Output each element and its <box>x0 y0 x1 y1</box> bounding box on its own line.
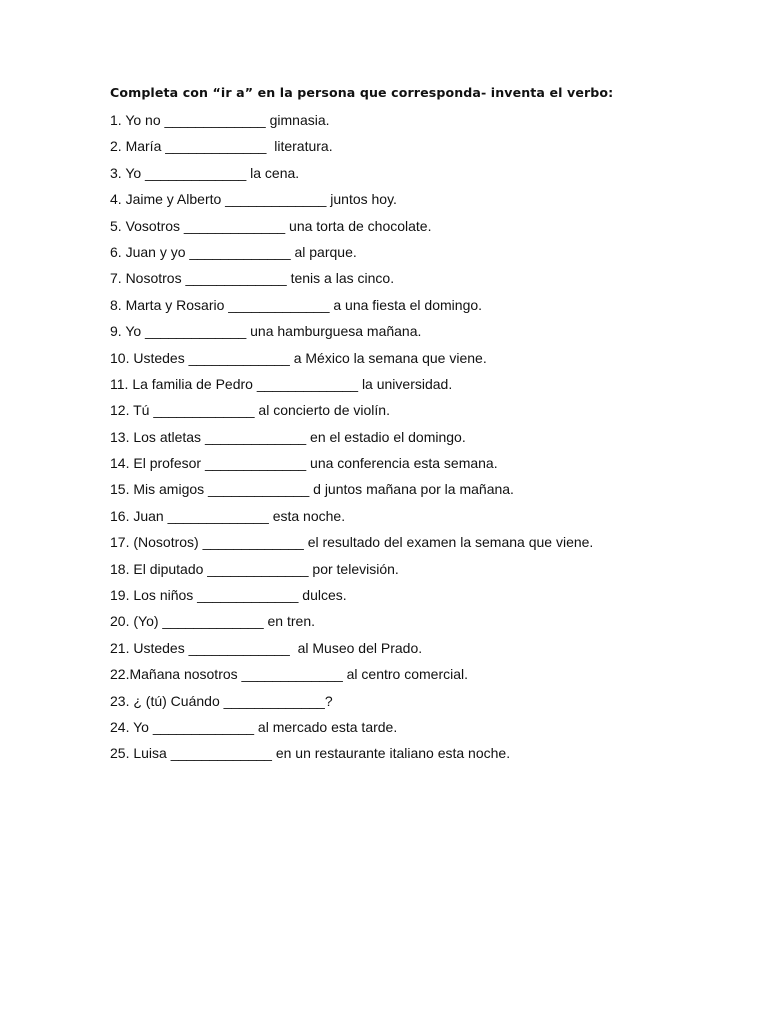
exercise-item-7: 7. Nosotros _____________ tenis a las cinco. <box>110 270 395 287</box>
exercise-item-6: 6. Juan y yo _____________ al parque. <box>110 243 357 260</box>
exercise-item-2: 2. María _____________ literatura. <box>110 138 333 155</box>
exercise-item-13: 13. Los atletas _____________ en el estadio el domingo. <box>110 428 466 445</box>
exercise-item-9: 9. Yo _____________ una hamburguesa mañana. <box>110 323 422 340</box>
exercise-item-8: 8. Marta y Rosario _____________ a una fiesta el domingo. <box>110 296 483 313</box>
instructions-heading: Completa con “ir a” en la persona que corresponda- inventa el verbo: <box>110 85 614 100</box>
exercise-item-3: 3. Yo _____________ la cena. <box>110 164 300 181</box>
exercise-item-23: 23. ¿ (tú) Cuándo _____________? <box>110 692 333 709</box>
exercise-item-12: 12. Tú _____________ al concierto de violín. <box>110 402 390 419</box>
exercise-item-16: 16. Juan _____________ esta noche. <box>110 507 346 524</box>
exercise-item-14: 14. El profesor _____________ una conferencia esta semana. <box>110 455 498 472</box>
exercise-item-15: 15. Mis amigos _____________ d juntos mañana por la mañana. <box>110 481 514 498</box>
exercise-item-18: 18. El diputado _____________ por televisión. <box>110 560 399 577</box>
exercise-item-20: 20. (Yo) _____________ en tren. <box>110 613 315 630</box>
exercise-item-17: 17. (Nosotros) _____________ el resultado del examen la semana que viene. <box>110 534 594 551</box>
exercise-item-21: 21. Ustedes _____________ al Museo del Prado. <box>110 639 423 656</box>
exercise-item-11: 11. La familia de Pedro _____________ la universidad. <box>110 375 453 392</box>
exercise-item-5: 5. Vosotros _____________ una torta de chocolate. <box>110 217 432 234</box>
exercise-item-22: 22.Mañana nosotros _____________ al centro comercial. <box>110 666 469 683</box>
exercise-list <box>110 110 593 770</box>
exercise-item-25: 25. Luisa _____________ en un restaurante italiano esta noche. <box>110 745 511 762</box>
exercise-item-1: 1. Yo no _____________ gimnasia. <box>110 112 330 128</box>
exercise-item-4: 4. Jaime y Alberto _____________ juntos hoy. <box>110 191 397 208</box>
exercise-item-24: 24. Yo _____________ al mercado esta tarde. <box>110 718 398 735</box>
exercise-item-19: 19. Los niños _____________ dulces. <box>110 587 347 604</box>
exercise-item-10: 10. Ustedes _____________ a México la semana que viene. <box>110 349 487 366</box>
